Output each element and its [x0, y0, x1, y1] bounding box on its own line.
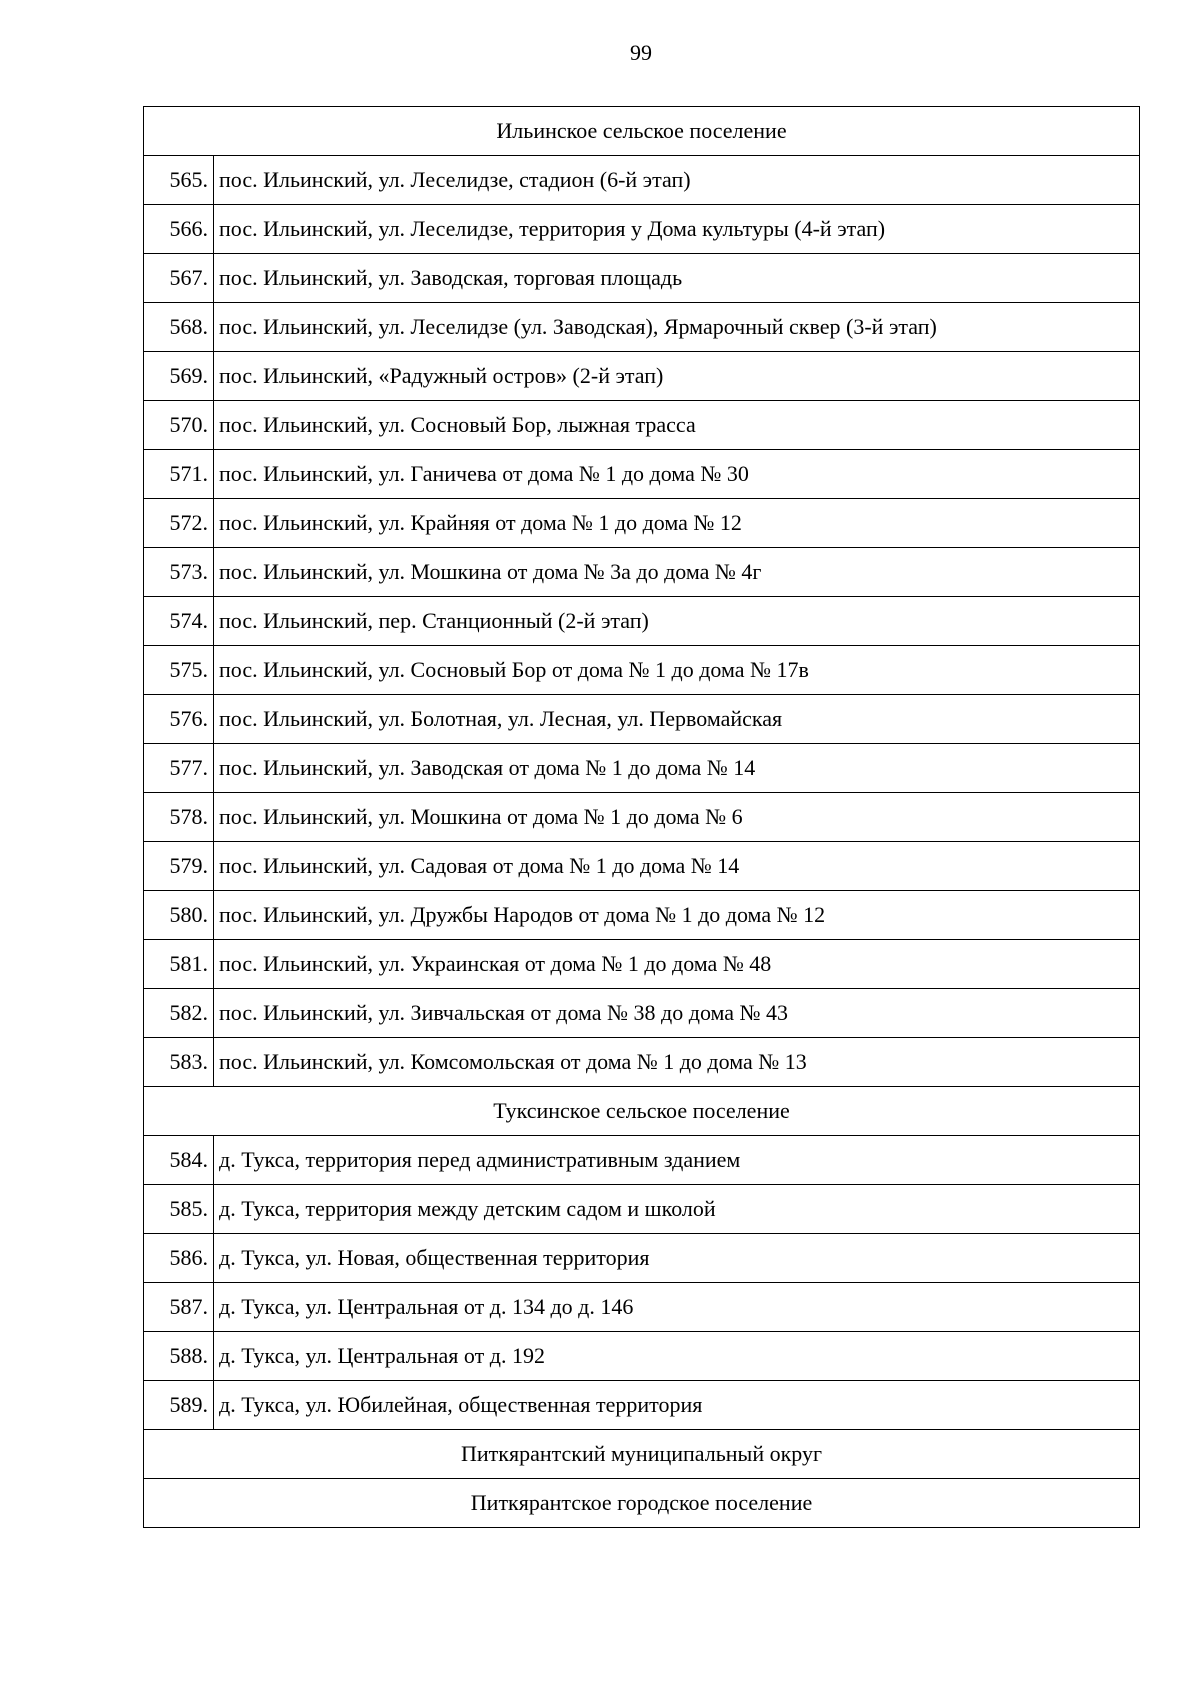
- table-row: [144, 1283, 1140, 1332]
- item-address: пос. Ильинский, «Радужный остров» (2-й этап): [214, 352, 1140, 401]
- item-address: пос. Ильинский, ул. Мошкина от дома № 3а до дома № 4г: [214, 548, 1140, 597]
- table-row: [144, 891, 1140, 940]
- item-address: пос. Ильинский, ул. Ганичева от дома № 1 до дома № 30: [214, 450, 1140, 499]
- territory-table: [143, 106, 1140, 1528]
- item-number: 575.: [144, 646, 214, 695]
- item-address: пос. Ильинский, ул. Мошкина от дома № 1 до дома № 6: [214, 793, 1140, 842]
- item-number: 582.: [144, 989, 214, 1038]
- item-number: 571.: [144, 450, 214, 499]
- table-row: [144, 646, 1140, 695]
- item-address: д. Тукса, ул. Новая, общественная территория: [214, 1234, 1140, 1283]
- item-number: 566.: [144, 205, 214, 254]
- page-number: 99: [630, 40, 652, 65]
- item-address: пос. Ильинский, ул. Болотная, ул. Лесная, ул. Первомайская: [214, 695, 1140, 744]
- item-address: пос. Ильинский, ул. Заводская от дома № 1 до дома № 14: [214, 744, 1140, 793]
- table-row: [144, 695, 1140, 744]
- table-row: [144, 205, 1140, 254]
- table-row: [144, 254, 1140, 303]
- item-number: 581.: [144, 940, 214, 989]
- item-number: 587.: [144, 1283, 214, 1332]
- item-address: д. Тукса, ул. Юбилейная, общественная территория: [214, 1381, 1140, 1430]
- item-address: пос. Ильинский, ул. Сосновый Бор, лыжная трасса: [214, 401, 1140, 450]
- table-row: [144, 940, 1140, 989]
- section-header-row: [144, 107, 1140, 156]
- item-number: 578.: [144, 793, 214, 842]
- table-row: [144, 1136, 1140, 1185]
- table-row: [144, 793, 1140, 842]
- section-title: Ильинское сельское поселение: [144, 107, 1140, 156]
- item-number: 574.: [144, 597, 214, 646]
- item-address: пос. Ильинский, ул. Украинская от дома № 1 до дома № 48: [214, 940, 1140, 989]
- section-header-row: [144, 1430, 1140, 1479]
- item-number: 570.: [144, 401, 214, 450]
- table-row: [144, 989, 1140, 1038]
- section-header-row: [144, 1479, 1140, 1528]
- table-row: [144, 1038, 1140, 1087]
- table-row: [144, 744, 1140, 793]
- section-header-row: [144, 1087, 1140, 1136]
- item-address: пос. Ильинский, пер. Станционный (2-й этап): [214, 597, 1140, 646]
- item-number: 569.: [144, 352, 214, 401]
- item-address: пос. Ильинский, ул. Леселидзе, стадион (6-й этап): [214, 156, 1140, 205]
- item-address: д. Тукса, территория перед административным зданием: [214, 1136, 1140, 1185]
- item-number: 585.: [144, 1185, 214, 1234]
- item-number: 584.: [144, 1136, 214, 1185]
- table-row: [144, 303, 1140, 352]
- item-number: 588.: [144, 1332, 214, 1381]
- item-address: пос. Ильинский, ул. Зивчальская от дома № 38 до дома № 43: [214, 989, 1140, 1038]
- table-body: [144, 107, 1140, 1528]
- item-address: д. Тукса, ул. Центральная от д. 192: [214, 1332, 1140, 1381]
- item-number: 579.: [144, 842, 214, 891]
- item-number: 583.: [144, 1038, 214, 1087]
- item-address: д. Тукса, ул. Центральная от д. 134 до д. 146: [214, 1283, 1140, 1332]
- item-number: 576.: [144, 695, 214, 744]
- item-number: 568.: [144, 303, 214, 352]
- item-address: пос. Ильинский, ул. Дружбы Народов от дома № 1 до дома № 12: [214, 891, 1140, 940]
- item-address: пос. Ильинский, ул. Комсомольская от дома № 1 до дома № 13: [214, 1038, 1140, 1087]
- item-number: 573.: [144, 548, 214, 597]
- section-title: Питкярантское городское поселение: [144, 1479, 1140, 1528]
- item-number: 577.: [144, 744, 214, 793]
- item-number: 589.: [144, 1381, 214, 1430]
- item-number: 567.: [144, 254, 214, 303]
- item-address: пос. Ильинский, ул. Сосновый Бор от дома № 1 до дома № 17в: [214, 646, 1140, 695]
- item-number: 580.: [144, 891, 214, 940]
- table-row: [144, 156, 1140, 205]
- table-row: [144, 450, 1140, 499]
- table-row: [144, 1332, 1140, 1381]
- section-title: Туксинское сельское поселение: [144, 1087, 1140, 1136]
- table-row: [144, 1234, 1140, 1283]
- item-address: пос. Ильинский, ул. Крайняя от дома № 1 до дома № 12: [214, 499, 1140, 548]
- item-address: д. Тукса, территория между детским садом и школой: [214, 1185, 1140, 1234]
- item-address: пос. Ильинский, ул. Леселидзе (ул. Заводская), Ярмарочный сквер (3-й этап): [214, 303, 1140, 352]
- item-number: 572.: [144, 499, 214, 548]
- table-row: [144, 499, 1140, 548]
- table-row: [144, 842, 1140, 891]
- section-title: Питкярантский муниципальный округ: [144, 1430, 1140, 1479]
- table-row: [144, 352, 1140, 401]
- item-number: 565.: [144, 156, 214, 205]
- item-address: пос. Ильинский, ул. Садовая от дома № 1 до дома № 14: [214, 842, 1140, 891]
- table-row: [144, 597, 1140, 646]
- table-row: [144, 1185, 1140, 1234]
- table-row: [144, 401, 1140, 450]
- item-address: пос. Ильинский, ул. Заводская, торговая площадь: [214, 254, 1140, 303]
- table-row: [144, 548, 1140, 597]
- table-row: [144, 1381, 1140, 1430]
- item-address: пос. Ильинский, ул. Леселидзе, территория у Дома культуры (4-й этап): [214, 205, 1140, 254]
- item-number: 586.: [144, 1234, 214, 1283]
